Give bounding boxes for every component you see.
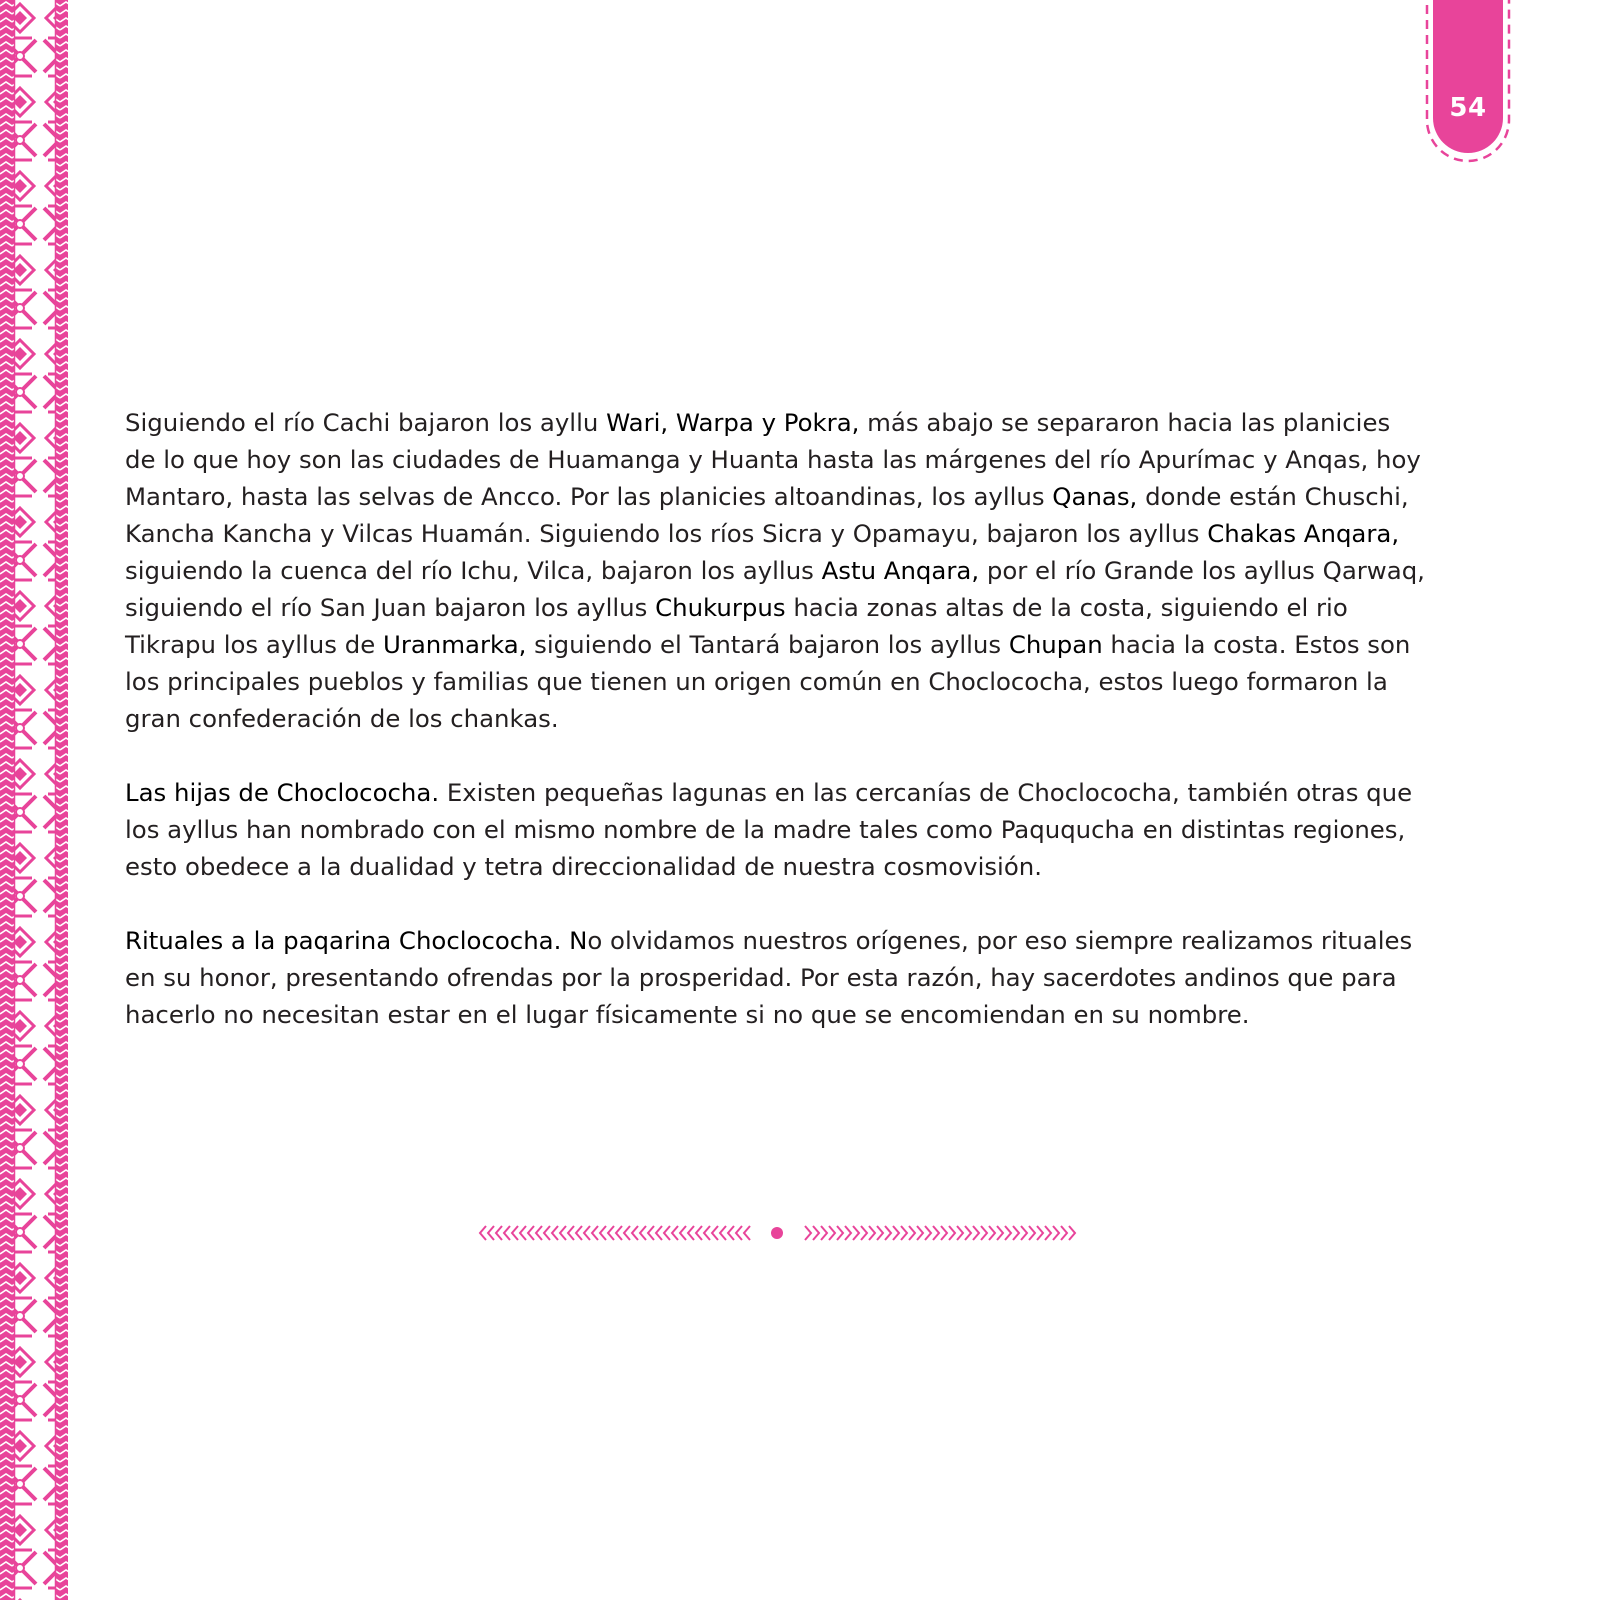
page-number: 54	[1449, 93, 1487, 123]
chevron-right-band	[805, 1226, 1075, 1240]
text-segment: siguiendo el Tantará bajaron los ayllus	[526, 630, 1009, 659]
textile-border	[0, 0, 68, 1600]
highlighted-term: Uranmarka,	[382, 630, 527, 659]
chevron-left-band	[480, 1226, 750, 1240]
page-number-tab	[1423, 0, 1513, 166]
paragraph-daughters	[125, 774, 1425, 885]
highlighted-term: Rituales a la paqarina Choclococha. N	[125, 926, 588, 955]
text-segment: hacia la costa. Estos son los principales pueblos y familias que tienen un origen común en Choclococha, estos luego formaron la gran confederación de los chankas.	[125, 630, 1411, 733]
paragraph-rituals	[125, 922, 1425, 1033]
highlighted-term: Astu Anqara,	[821, 556, 980, 585]
footer-ornament	[470, 1218, 1085, 1248]
article-body	[125, 404, 1425, 1070]
text-segment: o olvidamos nuestros orígenes, por eso siempre realizamos rituales en su honor, presentando ofrendas por la prosperidad. Por esta razón, hay sacerdotes andinos que para hacerlo no necesitan estar en el lugar físicamente si no que se encomiendan en su nombre.	[125, 926, 1413, 1029]
highlighted-term: Wari, Warpa y Pokra,	[606, 408, 860, 437]
ornament-dot	[771, 1227, 783, 1239]
paragraph-origins	[125, 404, 1425, 737]
highlighted-term: Chakas Anqara,	[1207, 519, 1400, 548]
highlighted-term: Chukurpus	[655, 593, 786, 622]
text-segment: Existen pequeñas lagunas en las cercanías de Choclococha, también otras que los ayllus han nombrado con el mismo nombre de la madre tales como Paququcha en distintas regiones, esto obedece a la dualidad y tetra direccionalidad de nuestra cosmovisión.	[125, 778, 1413, 881]
text-segment: Siguiendo el río Cachi bajaron los ayllu	[125, 408, 607, 437]
highlighted-term: Qanas,	[1052, 482, 1138, 511]
text-segment: por el río Grande los ayllus Qarwaq, siguiendo el río San Juan bajaron los ayllus	[125, 556, 1425, 622]
text-segment: donde están Chuschi, Kancha Kancha y Vilcas Huamán. Siguiendo los ríos Sicra y Opamayu, bajaron los ayllus	[125, 482, 1409, 548]
highlighted-term: Las hijas de Choclococha.	[125, 778, 440, 807]
text-segment: hacia zonas altas de la costa, siguiendo el rio Tikrapu los ayllus de	[125, 593, 1348, 659]
text-segment: siguiendo la cuenca del río Ichu, Vilca, bajaron los ayllus	[125, 556, 822, 585]
text-segment: más abajo se separaron hacia las planicies de lo que hoy son las ciudades de Huamanga y Huanta hasta las márgenes del río Apurímac y Anqas, hoy Mantaro, hasta las selvas de Ancco. Por las planicies altoandinas, los ayllus	[125, 408, 1421, 511]
highlighted-term: Chupan	[1008, 630, 1103, 659]
